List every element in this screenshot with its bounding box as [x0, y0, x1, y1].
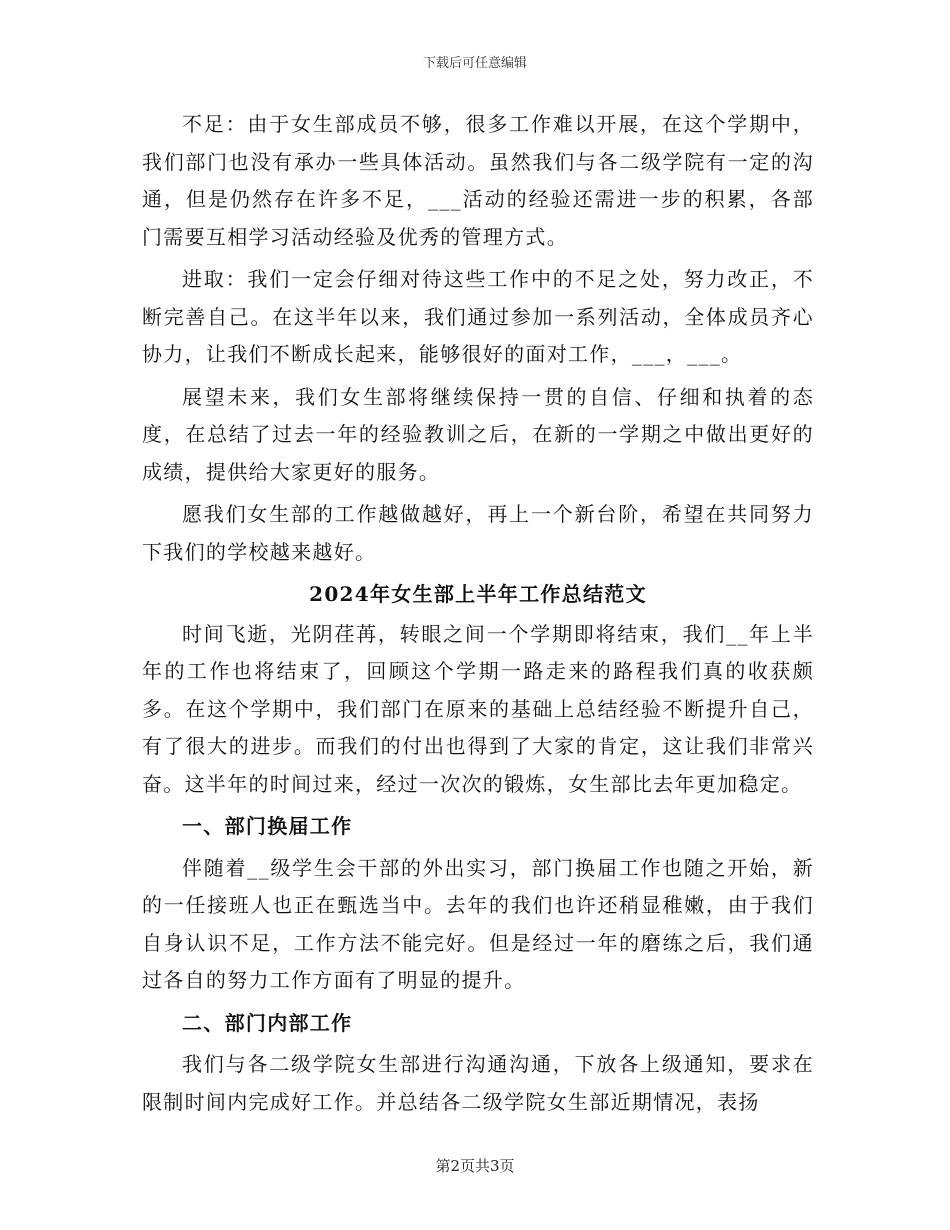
- section-heading-2: 二、部门内部工作: [182, 1010, 353, 1035]
- paragraph-progress: 进取：我们一定会仔细对待这些工作中的不足之处，努力改正，不断完善自己。在这半年以来，我们通过参加一系列活动，全体成员齐心协力，让我们不断成长起来，能够很好的面对工作，___，___。: [142, 267, 814, 366]
- paragraph-shortcomings: 不足：由于女生部成员不够，很多工作难以开展，在这个学期中，我们部门也没有承办一些具体活动。虽然我们与各二级学院有一定的沟通，但是仍然存在许多不足，___活动的经验还需进一步的积累，各部门需要互相学习活动经验及优秀的管理方式。: [142, 112, 814, 249]
- page-number: 第2页共3页: [435, 1157, 515, 1175]
- paragraph-section-1: 伴随着__级学生会干部的外出实习，部门换届工作也随之开始，新的一任接班人也正在甄选当中。去年的我们也许还稍显稚嫩，由于我们自身认识不足，工作方法不能完好。但是经过一年的磨练之后，我们通过各自的努力工作方面有了明显的提升。: [142, 855, 814, 992]
- paragraph-wish: 愿我们女生部的工作越做越好，再上一个新台阶，希望在共同努力下我们的学校越来越好。: [142, 502, 814, 564]
- page-header-note: 下载后可任意编辑: [422, 56, 527, 71]
- section-heading-1: 一、部门换届工作: [182, 814, 353, 838]
- document-body: [142, 106, 814, 1126]
- paragraph-section-2: 我们与各二级学院女生部进行沟通沟通，下放各上级通知，要求在限制时间内完成好工作。并总结各二级学院女生部近期情况，表扬: [142, 1052, 814, 1114]
- document-title: 2024年女生部上半年工作总结范文: [309, 582, 647, 606]
- paragraph-outlook: 展望未来，我们女生部将继续保持一贯的自信、仔细和执着的态度，在总结了过去一年的经验教训之后，在新的一学期之中做出更好的成绩，提供给大家更好的服务。: [142, 384, 814, 484]
- paragraph-intro: 时间飞逝，光阴荏苒，转眼之间一个学期即将结束，我们__年上半年的工作也将结束了，回顾这个学期一路走来的路程我们真的收获颇多。在这个学期中，我们部门在原来的基础上总结经验不断提升自己，有了很大的进步。而我们的付出也得到了大家的肯定，这让我们非常兴奋。这半年的时间过来，经过一次次的锻炼，女生部比去年更加稳定。: [142, 621, 814, 796]
